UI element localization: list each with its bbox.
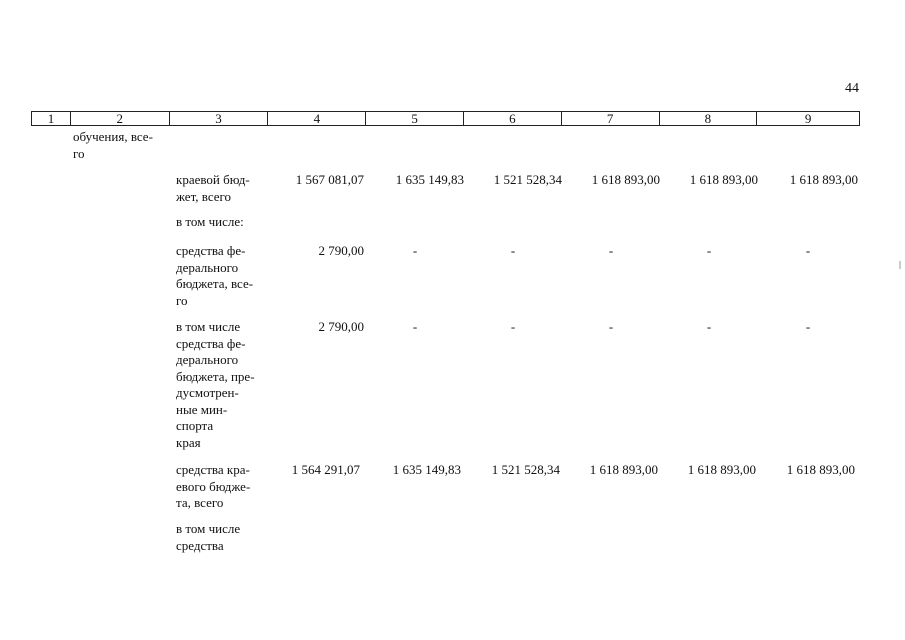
- page-number: 44: [845, 81, 859, 96]
- header-col-8: 8: [660, 112, 758, 125]
- cell-dash: -: [412, 243, 418, 258]
- cell-value: 1 618 893,00: [789, 172, 858, 187]
- header-col-4: 4: [268, 112, 366, 125]
- cell-dash: -: [608, 243, 614, 258]
- header-col-6: 6: [464, 112, 562, 125]
- header-col-9: 9: [804, 111, 812, 126]
- row-label-federal-budget: средства фе- дерального бюджета, все- го: [176, 243, 254, 308]
- cell-dash: -: [706, 243, 712, 258]
- cell-value: 1 618 893,00: [687, 462, 756, 477]
- cell-dash: -: [706, 319, 712, 334]
- cell-value: 1 567 081,07: [295, 172, 364, 187]
- cell-value: 1 564 291,07: [291, 462, 360, 477]
- cell-dash: -: [510, 243, 516, 258]
- cell-value: 1 618 893,00: [689, 172, 758, 187]
- cell-value: 1 521 528,34: [493, 172, 562, 187]
- row-label-regional-funds: средства кра- евого бюдже- та, всего: [176, 462, 251, 510]
- row-label-including-funds: в том числе средства: [176, 521, 241, 553]
- cell-dash: -: [608, 319, 614, 334]
- continued-row-label: обучения, все- го: [73, 129, 153, 161]
- header-col-1: 1: [32, 112, 71, 125]
- header-col-2: 2: [71, 112, 170, 125]
- cell-dash: -: [412, 319, 418, 334]
- row-label-including: в том числе:: [176, 214, 244, 229]
- row-label-minsport-funds: в том числе средства фе- дерального бюджета, пре- дусмотрен- ные мин- спорта края: [176, 319, 255, 450]
- cell-value: 1 618 893,00: [589, 462, 658, 477]
- header-col-3: 3: [170, 112, 269, 125]
- cell-dash: -: [805, 319, 811, 334]
- header-col-7: 7: [562, 112, 660, 125]
- cell-dash: -: [510, 319, 516, 334]
- cell-value: 2 790,00: [318, 243, 364, 258]
- cell-value: 1 618 893,00: [591, 172, 660, 187]
- cell-value: 1 635 149,83: [392, 462, 461, 477]
- cell-value: 2 790,00: [318, 319, 364, 334]
- table-header-row: [31, 111, 860, 126]
- scan-mark: [899, 261, 901, 269]
- cell-value: 1 635 149,83: [395, 172, 464, 187]
- row-label-regional-budget: краевой бюд- жет, всего: [176, 172, 250, 204]
- cell-value: 1 618 893,00: [786, 462, 855, 477]
- cell-dash: -: [805, 243, 811, 258]
- header-col-5: 5: [366, 112, 464, 125]
- cell-value: 1 521 528,34: [491, 462, 560, 477]
